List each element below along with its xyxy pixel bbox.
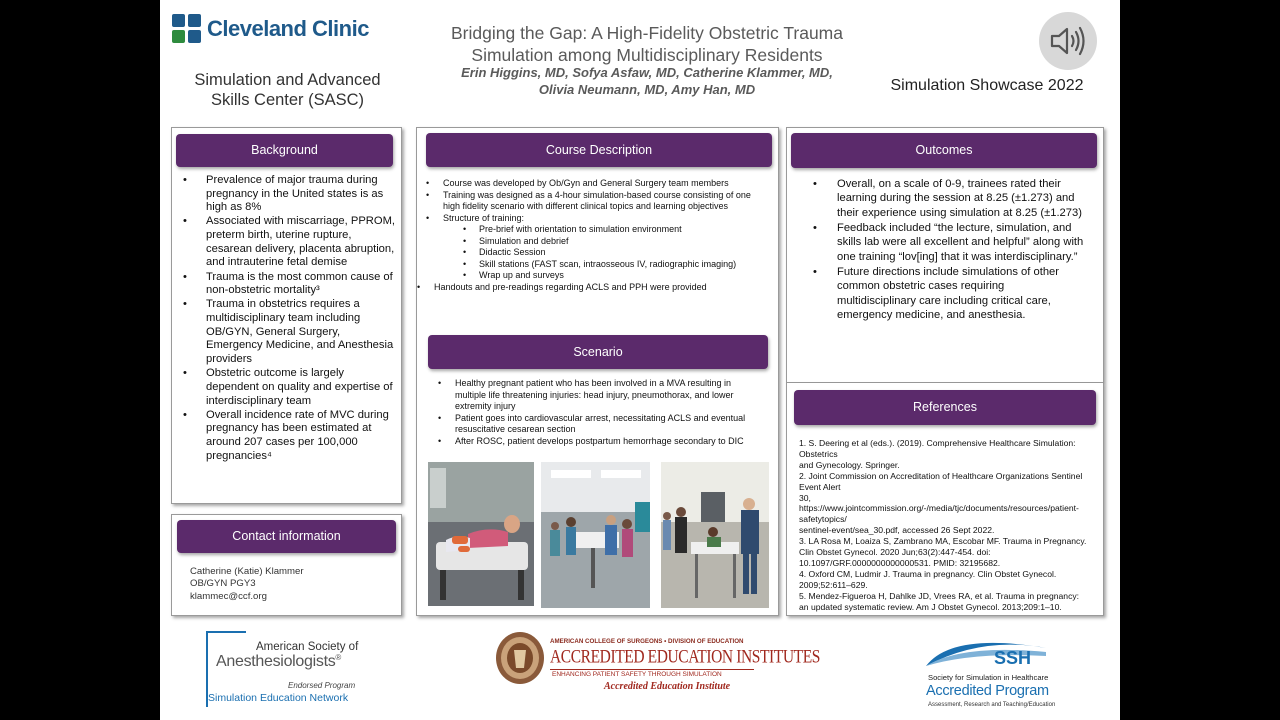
- list-item: • Prevalence of major trauma during pregnancy in the United states is as high as 8%: [172, 174, 396, 215]
- outcomes-panel: [786, 127, 1104, 383]
- list-item: • Overall, on a scale of 0-9, trainees rated their learning during the session at 8.25 (±1.273) and their experience using simulation at 8.25 (±1.273): [787, 177, 1085, 220]
- course-panel: [416, 127, 779, 616]
- center-name: Simulation and Advanced Skills Center (SASC): [194, 71, 381, 110]
- speaker-icon[interactable]: [1039, 12, 1097, 70]
- list-item: • Handouts and pre-readings regarding ACLS and PPH were provided: [408, 282, 769, 294]
- list-item: • Structure of training:: [417, 213, 769, 225]
- contact-name: Catherine (Katie) Klammer: [190, 566, 304, 577]
- course-heading: Course Description: [426, 133, 772, 167]
- references-list: [799, 438, 1089, 613]
- reference-line: 2. Joint Commission on Accreditation of Healthcare Organizations Sentinel Event Alert: [799, 470, 1083, 492]
- contact-details: [190, 566, 304, 603]
- outcomes-heading: Outcomes: [791, 133, 1097, 168]
- acs-seal-icon: [494, 630, 546, 686]
- course-list: [417, 178, 769, 293]
- list-subitem: • Simulation and debrief: [417, 236, 769, 248]
- authors: [422, 65, 872, 99]
- background-list: [172, 174, 396, 464]
- asa-line-1: American Society of: [256, 641, 359, 653]
- cleveland-clinic-mark-icon: [172, 14, 202, 44]
- photo-patient-on-bed: [428, 462, 534, 606]
- photo-skills-station: [661, 462, 769, 608]
- contact-email[interactable]: klammec@ccf.org: [190, 590, 267, 602]
- asa-network: Simulation Education Network: [208, 692, 349, 704]
- acs-bottom: Accredited Education Institute: [604, 681, 731, 692]
- list-item: • Trauma is the most common cause of non-obstetric mortality³: [172, 271, 396, 298]
- asa-line-2: Anesthesiologists®: [216, 653, 342, 670]
- references-panel: [786, 383, 1104, 616]
- ssh-line-3: Assessment, Research and Teaching/Education: [928, 702, 1056, 708]
- list-item: • Training was designed as a 4-hour simulation-based course consisting of one high fidelity scenario with different clinical topics and learning objectives: [417, 190, 769, 213]
- references-heading: References: [794, 390, 1096, 425]
- authors-line-1: Erin Higgins, MD, Sofya Asfaw, MD, Catherine Klammer, MD,: [461, 65, 833, 80]
- reference-line: 5. Mendez-Figueroa H, Dahlke JD, Vrees RA, et al. Trauma in pregnancy: an updated systematic review. Am J Obstet Gynecol. 2013;209:1–10.: [799, 590, 1080, 612]
- list-subitem: • Didactic Session: [417, 247, 769, 259]
- asa-endorsed: Endorsed Program: [288, 681, 356, 690]
- authors-line-2: Olivia Neumann, MD, Amy Han, MD: [538, 81, 756, 97]
- reference-line: 4. Oxford CM, Ludmir J. Trauma in pregnancy. Clin Obstet Gynecol. 2009;52:611–629.: [799, 568, 1057, 590]
- list-item: • Trauma in obstetrics requires a multidisciplinary team including OB/GYN, General Surgery, Emergency Medicine, and Anesthesia providers: [172, 298, 396, 366]
- list-item: • Obstetric outcome is largely dependent on quality and expertise of interdisciplinary team: [172, 367, 396, 408]
- photo-team-simulation: [541, 462, 650, 608]
- list-item: • Healthy pregnant patient who has been involved in a MVA resulting in multiple life threatening injuries: head injury, pneumothorax, and lower extremity injury: [429, 378, 759, 413]
- ssh-logo: [922, 630, 1056, 714]
- list-item: • After ROSC, patient develops postpartum hemorrhage secondary to DIC: [429, 436, 759, 448]
- contact-heading: Contact information: [177, 520, 396, 553]
- list-subitem: • Skill stations (FAST scan, intraosseous IV, radiographic imaging): [417, 259, 769, 271]
- reference-line: 30, https://www.jointcommission.org/-/media/tjc/documents/resources/patient-safetytopics/: [799, 492, 1079, 525]
- list-subitem: • Wrap up and surveys: [417, 270, 769, 282]
- ssh-line-1: Society for Simulation in Healthcare: [928, 673, 1049, 682]
- background-heading: Background: [176, 134, 393, 167]
- poster-title: Bridging the Gap: A High-Fidelity Obstetric Trauma Simulation among Multidisciplinary Residents: [451, 23, 843, 66]
- scenario-list: [429, 378, 759, 447]
- logo-text: Cleveland Clinic: [207, 16, 369, 41]
- scenario-heading: Scenario: [428, 335, 768, 369]
- contact-panel: [171, 514, 402, 616]
- acs-top: AMERICAN COLLEGE OF SURGEONS • DIVISION OF EDUCATION: [550, 638, 744, 645]
- reference-line: sentinel-event/sea_30.pdf, accessed 26 Sept 2022.: [799, 525, 995, 536]
- list-subitem: • Pre-brief with orientation to simulation environment: [417, 224, 769, 236]
- acs-main: ACCREDITED EDUCATION INSTITUTES: [550, 647, 821, 668]
- acs-tagline: ENHANCING PATIENT SAFETY THROUGH SIMULATION: [552, 671, 722, 678]
- contact-role: OB/GYN PGY3: [190, 578, 256, 590]
- list-item: • Patient goes into cardiovascular arrest, necessitating ACLS and eventual resuscitative cesarean section: [429, 413, 759, 436]
- poster: [160, 0, 1120, 720]
- ssh-abbr: SSH: [994, 648, 1032, 668]
- ssh-swoosh-icon: [922, 630, 1052, 670]
- list-item: • Feedback included “the lecture, simulation, and skills lab were all excellent and helpful” along with one training “lov[ing] that it was interdisciplinary.”: [787, 221, 1085, 264]
- acs-logo: [494, 630, 821, 694]
- list-item: • Overall incidence rate of MVC during pregnancy has been estimated at around 207 cases per 100,000 pregnancies⁴: [172, 409, 396, 464]
- ssh-line-2: Accredited Program: [926, 683, 1049, 699]
- background-panel: [171, 127, 402, 504]
- showcase-label: Simulation Showcase 2022: [890, 77, 1084, 94]
- list-item: • Future directions include simulations of other common obstetric cases requiring multidisciplinary care including critical care, emergency medicine, and anesthesia.: [787, 265, 1085, 322]
- reference-line: 3. LA Rosa M, Loaiza S, Zambrano MA, Escobar MF. Trauma in Pregnancy. Clin Obstet Gynecol. 2020 Jun;63(2):447-454. doi: 10.1097/GRF.0000000000000531. PMID: 32195682.: [799, 536, 1087, 568]
- outcomes-list: [787, 177, 1085, 323]
- reference-line: 1. S. Deering et al (eds.). (2019). Comprehensive Healthcare Simulation: Obstetrics: [799, 438, 1076, 459]
- list-item: • Course was developed by Ob/Gyn and General Surgery team members: [417, 178, 769, 190]
- cleveland-clinic-logo: [172, 13, 369, 45]
- list-item: • Associated with miscarriage, PPROM, preterm birth, uterine rupture, cesarean delivery, placenta abruption, and intrauterine fetal demise: [172, 215, 396, 270]
- asa-logo: [206, 631, 362, 707]
- reference-line: and Gynecology. Springer.: [799, 459, 900, 470]
